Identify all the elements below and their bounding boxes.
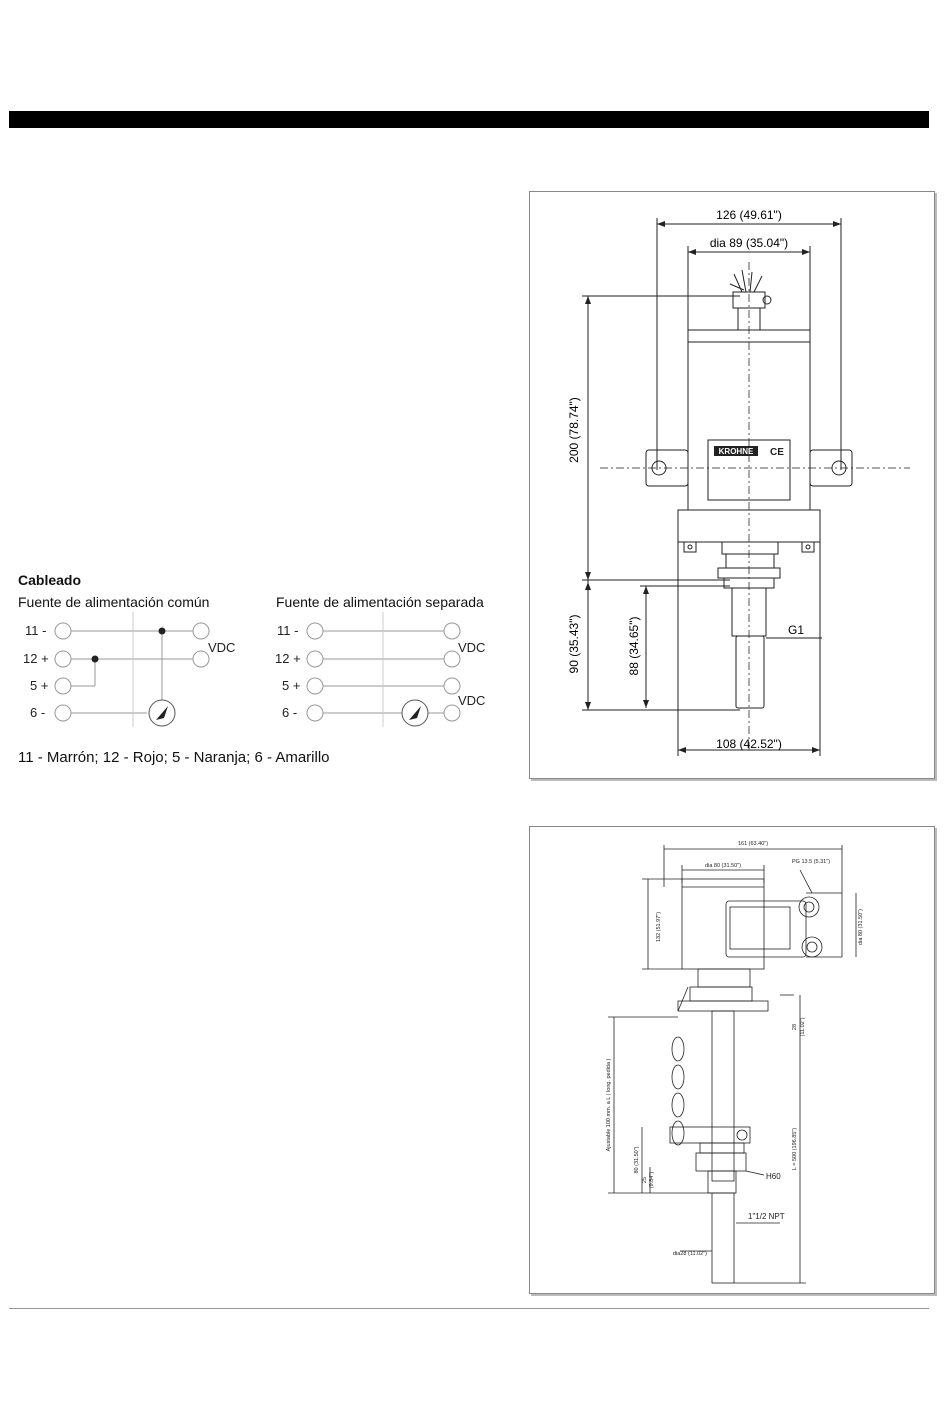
brand-text: KROHNE: [718, 447, 754, 456]
d2-right-dia-label: dia 80 (31.50"): [858, 909, 864, 945]
header-bar: [9, 111, 929, 128]
d2-adjust-label: Ajustable 100 mm. a L ( long. pedida ): [606, 1058, 612, 1152]
d2-width-label: 161 (63.40"): [737, 841, 769, 847]
d2-gap-label: 28: [792, 1023, 798, 1031]
dia-label: dia 89 (35.04"): [709, 236, 789, 250]
wiring-diagram: [15, 612, 515, 732]
vdc-label-right-bottom: VDC: [458, 693, 486, 708]
hex-nut: [696, 1153, 746, 1171]
d2-length-label: L = 500 (196.85"): [792, 1127, 798, 1171]
d2-80-label: 80 (31.50"): [634, 1146, 640, 1174]
d2-25-label: 25: [642, 1176, 648, 1184]
dimension-drawing-transmitter: [529, 191, 935, 779]
separate-supply-title: Fuente de alimentación separada: [276, 594, 484, 610]
d2-gap-label2: (11.02"): [800, 1017, 806, 1037]
lower-label: 90 (35.43"): [567, 614, 581, 674]
mounting-plate: [678, 1001, 768, 1011]
d2-dia-label: dia 80 (31.50"): [705, 863, 741, 869]
terminal-5-right: 5 +: [282, 678, 301, 693]
terminal-12-right: 12 +: [275, 651, 301, 666]
vdc-label-right-top: VDC: [458, 640, 486, 655]
d2-height-label: 132 (51.97"): [656, 911, 662, 943]
terminal-5-left: 5 +: [30, 678, 49, 693]
width-label: 126 (49.61"): [716, 208, 782, 222]
terminal-6-right: 6 -: [282, 705, 298, 720]
d2-hex-label: H60: [766, 1172, 781, 1181]
tube: [712, 1011, 734, 1181]
d2-npt-label: 1"1/2 NPT: [748, 1212, 785, 1221]
probe-end: [712, 1193, 734, 1283]
wire-color-legend: 11 - Marrón; 12 - Rojo; 5 - Naranja; 6 - Amarillo: [18, 749, 330, 766]
common-supply-title: Fuente de alimentación común: [18, 594, 210, 610]
terminal-11-left: 11 -: [25, 623, 47, 638]
probe: [736, 636, 764, 708]
transmitter-drawing: [530, 192, 934, 778]
switch-drawing: [530, 827, 934, 1293]
inner-label: 88 (34.65"): [627, 616, 641, 676]
terminal-12-left: 12 +: [23, 651, 49, 666]
thread-label: G1: [788, 623, 805, 637]
vdc-label-left: VDC: [208, 640, 236, 655]
switch-head: [682, 879, 764, 969]
d2-pg-label: PG 13.5 (5.31"): [792, 859, 831, 865]
terminal-6-left: 6 -: [30, 705, 46, 720]
height-label: 200 (78.74"): [567, 397, 581, 463]
wiring-heading: Cableado: [18, 572, 82, 588]
ce-mark: CE: [770, 447, 784, 458]
terminal-11-right: 11 -: [277, 623, 299, 638]
d2-bottom-dia-label: dia28 (11.02"): [673, 1251, 707, 1257]
footer-rule: [9, 1308, 929, 1309]
dimension-drawing-switch: [529, 826, 935, 1294]
d2-25b-label: (9.84"): [649, 1171, 655, 1189]
bottom-label: 108 (42.52"): [716, 737, 782, 751]
